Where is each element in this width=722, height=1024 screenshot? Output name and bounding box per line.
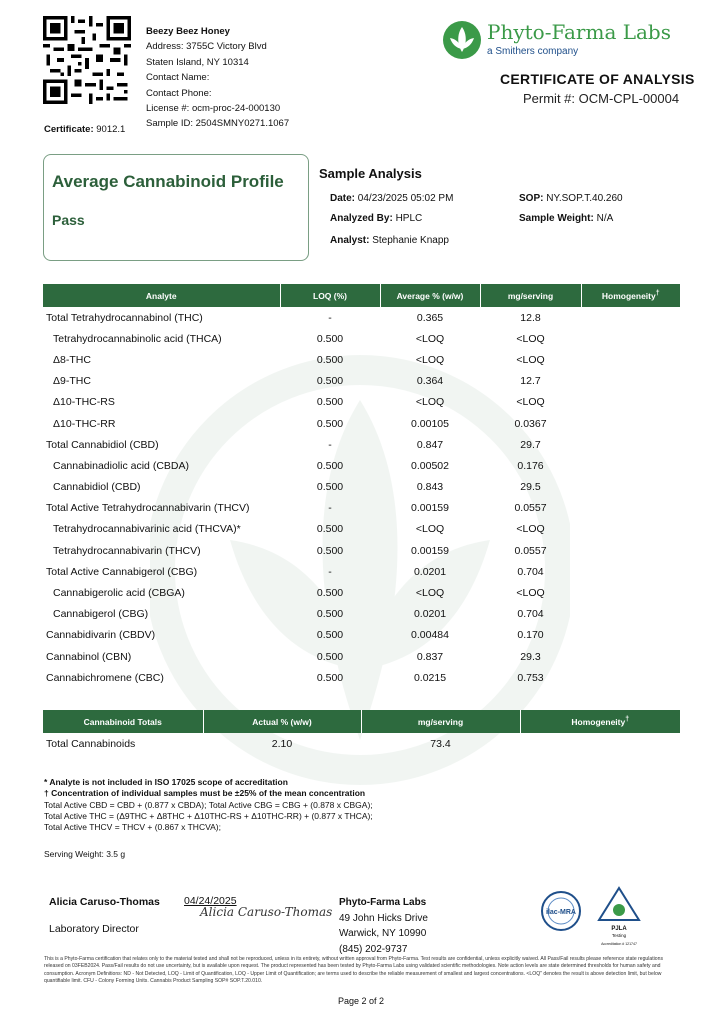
qr-code [43,16,131,104]
sop-label: SOP: [519,193,544,204]
pjla-badge-icon [595,886,643,948]
loq-cell: 0.500 [316,375,344,388]
table-row [43,307,680,328]
analyte-cell: Total Active Tetrahydrocannabivarin (THCV) [46,502,250,515]
table-row [43,667,680,688]
homogeneity-cell [581,519,680,540]
badge2-sub: Testing [611,933,627,938]
homogeneity-cell [581,540,680,561]
homogeneity-cell [581,392,680,413]
client-sample-id: Sample ID: 2504SMNY0271.1067 [146,118,290,130]
loq-cell: - [328,311,332,324]
note-thc-formula: Total Active THC = (Δ9THC + Δ8THC + Δ10THC-RS + Δ10THC-RR) + (0.877 x THCA); [44,810,373,821]
document-title: CERTIFICATE OF ANALYSIS [500,71,695,87]
col-homogeneity [581,284,680,307]
lab-address-street: 49 John Hicks Drive [339,912,428,924]
mg-serving-cell: 0.704 [517,565,544,578]
average-cell: 0.00105 [411,417,449,430]
homogeneity-cell [581,434,680,455]
leaf-logo-icon [442,20,482,60]
analyte-cell: Cannabigerolic acid (CBGA) [53,587,185,600]
col-analyte: Analyte [43,284,280,307]
sop [519,193,623,204]
table-row [43,392,680,413]
average-cell: 0.0215 [413,671,447,684]
client-license: License #: ocm-proc-24-000130 [146,103,281,115]
table-row [43,477,680,498]
profile-box [43,154,309,261]
table-row [43,540,680,561]
average-cell: <LOQ [415,332,445,345]
mg-serving-cell: <LOQ [516,332,545,345]
lab-logo [440,20,680,62]
client-contact-phone: Contact Phone: [146,87,212,99]
sample-weight [519,213,613,224]
page-number: Page 2 of 2 [337,996,385,1006]
lab-address-name: Phyto-Farma Labs [339,897,427,908]
badge2-number: Accreditation # 121747 [601,942,637,946]
table-row [43,498,680,519]
average-cell: 0.365 [416,311,444,324]
totals-row [43,733,680,754]
analyzed-by [330,213,422,224]
homogeneity-cell [581,561,680,582]
table-header-row [43,284,680,307]
totals-name: Total Cannabinoids [46,737,136,750]
analyst [330,235,449,246]
average-cell: <LOQ [415,587,445,600]
homogeneity-cell [581,307,680,328]
mg-serving-cell: 29.5 [520,481,541,494]
note-cbd-formula: Total Active CBD = CBD + (0.877 x CBDA); Total Active CBG = CBG + (0.878 x CBGA); [44,799,373,810]
analyte-cell: Δ9-THC [53,375,91,388]
mg-serving-cell: 0.0367 [514,417,547,430]
notes [44,777,373,833]
mg-serving-cell: <LOQ [516,353,545,366]
certificate-label: Certificate: [44,124,94,135]
mg-serving-cell: 29.3 [520,650,541,663]
mg-serving-cell: 12.8 [520,311,541,324]
table-row [43,646,680,667]
table-row [43,561,680,582]
analysis-date [330,193,453,204]
dagger-mark: † [655,290,660,298]
analyte-cell: Cannabidiol (CBD) [53,481,141,494]
client-name: Beezy Beez Honey [146,26,230,37]
loq-cell: 0.500 [316,587,344,600]
analyzed-by-value: HPLC [395,213,423,224]
serving-weight: Serving Weight: 3.5 g [44,849,126,859]
table-row [43,455,680,476]
average-cell: 0.837 [416,650,444,663]
average-cell: 0.843 [416,481,444,494]
average-cell: <LOQ [415,396,445,409]
certificate-value: 9012.1 [96,124,126,135]
analyte-cell: Cannabigerol (CBG) [53,608,149,621]
dagger-mark: † [625,716,630,724]
totals-homogeneity [520,733,680,754]
col-actual: Actual % (w/w) [203,710,361,733]
homogeneity-cell [581,646,680,667]
table-row [43,434,680,455]
loq-cell: 0.500 [316,629,344,642]
table-row [43,625,680,646]
table-row [43,328,680,349]
analysis-date-label: Date: [330,193,356,204]
mg-serving-cell: 0.704 [517,608,544,621]
lab-address [339,895,428,957]
analyst-label: Analyst: [330,235,370,246]
table-row [43,349,680,370]
homogeneity-cell [581,328,680,349]
table-row [43,371,680,392]
badge1-text: ilac-MRA [546,909,576,916]
loq-cell: 0.500 [316,481,344,494]
loq-cell: 0.500 [316,332,344,345]
table-row [43,519,680,540]
average-cell: 0.0201 [413,565,447,578]
sop-value: NY.SOP.T.40.260 [546,193,623,204]
analyzed-by-label: Analyzed By: [330,213,393,224]
mg-serving-cell: 0.176 [517,459,544,472]
analyte-cell: Total Cannabidiol (CBD) [46,438,159,451]
signer-title: Laboratory Director [49,923,139,935]
col-average: Average % (w/w) [380,284,480,307]
average-cell: 0.00484 [411,629,449,642]
sample-analysis-title: Sample Analysis [319,166,422,181]
analyte-cell: Cannabidivarin (CBDV) [46,629,156,642]
homogeneity-cell [581,413,680,434]
table-row [43,413,680,434]
loq-cell: 0.500 [316,671,344,684]
homogeneity-cell [581,604,680,625]
homogeneity-cell [581,582,680,603]
average-cell: <LOQ [415,523,445,536]
col-mg-serving: mg/serving [480,284,581,307]
average-cell: 0.0201 [413,608,447,621]
totals-table [43,710,680,754]
lab-address-phone: (845) 202-9737 [339,943,408,955]
client-address-line1: Address: 3755C Victory Blvd [146,41,267,53]
analyst-value: Stephanie Knapp [372,235,449,246]
col-loq: LOQ (%) [280,284,380,307]
average-cell: <LOQ [415,353,445,366]
badge2-text: PJLA [611,926,627,932]
note-homogeneity: † Concentration of individual samples must be ±25% of the mean concentration [44,788,366,799]
homogeneity-cell [581,667,680,688]
totals-header-row [43,710,680,733]
certificate-number [44,124,125,135]
mg-serving-cell: 0.0557 [514,502,547,515]
ilac-mra-badge-icon [540,890,582,932]
table-row [43,604,680,625]
col-totals-homogeneity-label: Homogeneity [571,716,626,727]
client-info [146,24,289,132]
analyte-cell: Tetrahydrocannabivarinic acid (THCVA)* [53,523,241,536]
mg-serving-cell: <LOQ [516,396,545,409]
loq-cell: 0.500 [316,417,344,430]
mg-serving-cell: <LOQ [516,523,545,536]
profile-title: Average Cannabinoid Profile [52,172,284,191]
mg-serving-cell: 0.753 [517,671,544,684]
homogeneity-cell [581,477,680,498]
analyte-cell: Δ8-THC [53,353,91,366]
average-cell: 0.00159 [411,544,449,557]
signer-name: Alicia Caruso-Thomas [49,896,160,908]
loq-cell: 0.500 [316,544,344,557]
average-cell: 0.00502 [411,459,449,472]
col-totals-mg: mg/serving [361,710,520,733]
note-iso: * Analyte is not included in ISO 17025 scope of accreditation [44,777,288,787]
homogeneity-cell [581,455,680,476]
homogeneity-cell [581,498,680,519]
loq-cell: 0.500 [316,459,344,472]
note-thcv-formula: Total Active THCV = THCV + (0.867 x THCVA); [44,822,221,833]
table-row [43,582,680,603]
totals-mg: 73.4 [430,737,451,750]
col-totals-homogeneity [520,710,680,733]
client-address-line2: Staten Island, NY 10314 [146,56,249,68]
analyte-cell: Tetrahydrocannabivarin (THCV) [53,544,201,557]
homogeneity-cell [581,625,680,646]
totals-actual: 2.10 [271,737,293,750]
analyte-cell: Δ10-THC-RR [53,417,116,430]
mg-serving-cell: 29.7 [520,438,541,451]
analyte-cell: Cannabichromene (CBC) [46,671,164,684]
permit-number: Permit #: OCM-CPL-00004 [523,91,680,106]
mg-serving-cell: 12.7 [520,375,541,388]
average-cell: 0.00159 [411,502,449,515]
analyte-cell: Cannabinol (CBN) [46,650,132,663]
col-totals-name: Cannabinoid Totals [43,710,203,733]
loq-cell: 0.500 [316,523,344,536]
mg-serving-cell: 0.170 [517,629,544,642]
loq-cell: 0.500 [316,353,344,366]
handwritten-signature: Alicia Caruso-Thomas [200,905,333,919]
average-cell: 0.847 [416,438,444,451]
loq-cell: 0.500 [316,650,344,663]
lab-brand-name: Phyto-Farma Labs [487,20,671,44]
lab-address-city: Warwick, NY 10990 [339,928,427,939]
cannabinoid-table [43,284,680,688]
average-cell: 0.364 [416,375,444,388]
col-homogeneity-label: Homogeneity [601,290,656,301]
sample-weight-value: N/A [596,213,614,224]
analysis-date-value: 04/23/2025 05:02 PM [357,193,454,204]
mg-serving-cell: 0.0557 [514,544,547,557]
disclaimer: This is a Phyto-Farma certification that relates only to the material tested and shall not be reproduced, unless in its entirety, without written approval from Phyto-Farma. Test results are confidential, unless explicitly waived. All Pass/Fail results please reference state regulations released on 03FEB2024. Pass/Fail results do not use uncertainty, but is available upon request. The product represented has been tested by Phyto-Farma Labs using validated scientific methodologies. Note action levels are state determined thresholds for human safety and consumption. Acronym Definitions: ND - Not Detected, LOQ - Limit of Quantification, LOQ - Upper Limit of Quantification; are terms used to describe the reliable measurement of smallest and largest concentrations. <LOQ" denotes the result is above detection limit, but below quantifiable limit. CFU - Colony Forming Units. Cannabis Product Sampling SOP# SOP.T.20.010. [44,956,663,985]
loq-cell: - [328,565,332,578]
analyte-cell: Total Tetrahydrocannabinol (THC) [46,311,203,324]
loq-cell: 0.500 [316,396,344,409]
analyte-cell: Δ10-THC-RS [53,396,115,409]
analyte-cell: Tetrahydrocannabinolic acid (THCA) [53,332,222,345]
loq-cell: - [328,502,332,515]
client-contact-name: Contact Name: [146,72,210,84]
mg-serving-cell: <LOQ [516,587,545,600]
sample-weight-label: Sample Weight: [519,213,594,224]
loq-cell: - [328,438,332,451]
profile-status: Pass [52,212,85,228]
analyte-cell: Total Active Cannabigerol (CBG) [46,565,198,578]
lab-brand-subtitle: a Smithers company [487,46,579,57]
homogeneity-cell [581,349,680,370]
loq-cell: 0.500 [316,608,344,621]
analyte-cell: Cannabinadiolic acid (CBDA) [53,459,189,472]
signature-date: 04/24/2025 [184,895,237,907]
homogeneity-cell [581,371,680,392]
